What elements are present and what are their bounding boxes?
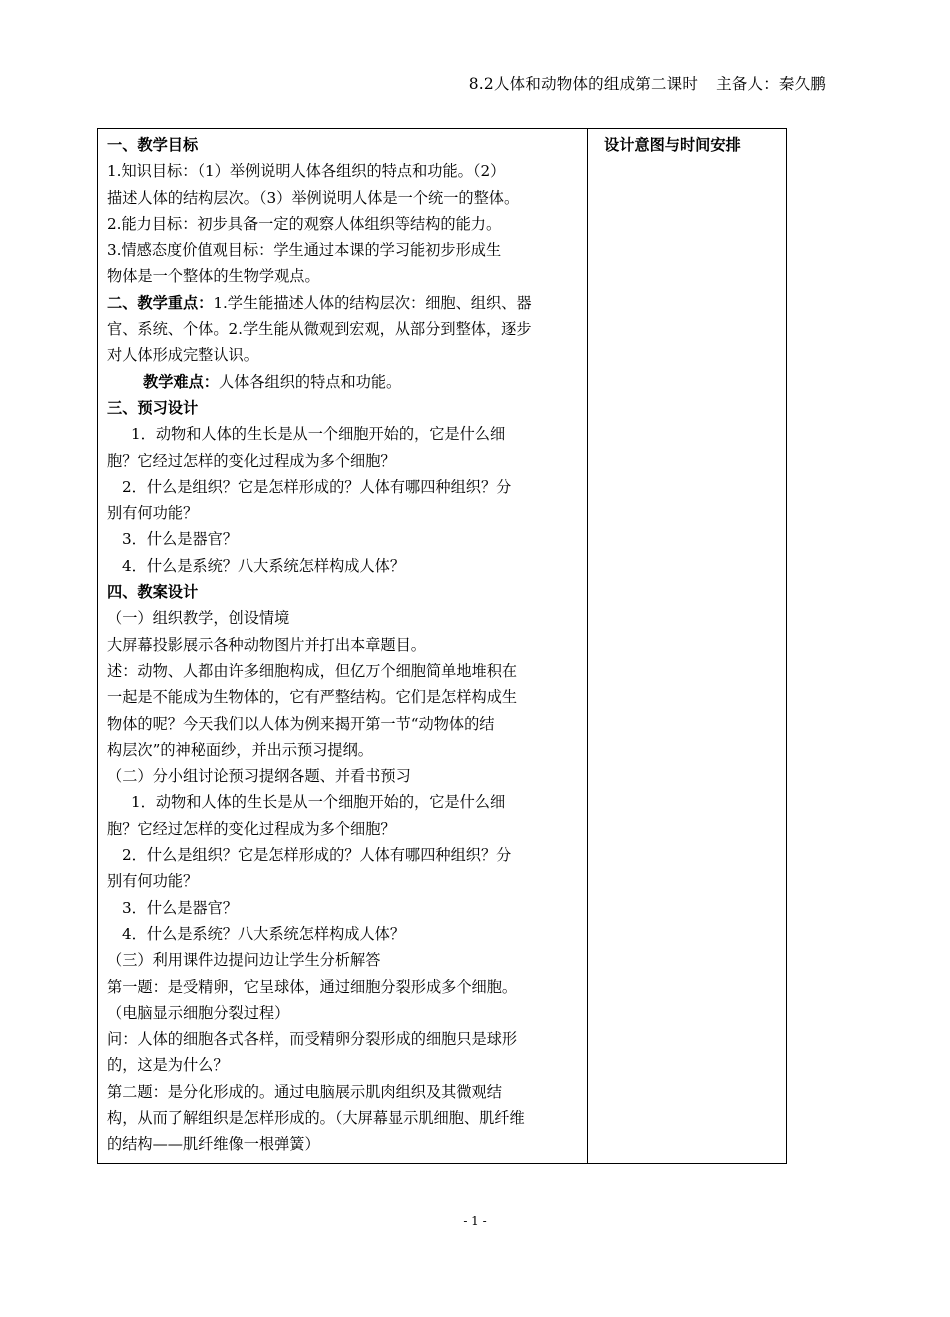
preview-question: 1．动物和人体的生长是从一个细胞开始的，它是什么细 [131,425,506,444]
answer-line: 构，从而了解组织是怎样形成的。（大屏幕显示肌细胞、肌纤维 [107,1108,525,1127]
objective-line: 1.知识目标：（1）举例说明人体各组织的特点和功能。（2） [107,162,506,181]
section-2-heading: 二、教学重点： [107,293,214,312]
part-3-heading: （三）利用课件边提问边让学生分析解答 [107,951,381,970]
author-label: 主备人：秦久鹏 [716,75,826,93]
part-1-heading: （一）组织教学，创设情境 [107,609,290,628]
preview-question: 2．什么是组织？它是怎样形成的？人体有哪四种组织？分 [122,477,512,496]
answer-line: 的结构——肌纤维像一根弹簧） [107,1135,320,1154]
preview-question: 3．什么是器官？ [122,530,238,549]
intro-line: 大屏幕投影展示各种动物图片并打出本章题目。 [107,635,426,654]
part-2-heading: （二）分小组讨论预习提纲各题、并看书预习 [107,767,411,786]
preview-question: 4．什么是系统？八大系统怎样构成人体？ [122,556,406,575]
page-number: - 1 - [463,1214,487,1228]
answer-line: （电脑显示细胞分裂过程） [107,1003,290,1022]
difficulty-line: 教学难点：人体各组织的特点和功能。 [143,372,402,391]
discussion-question: 4．什么是系统？八大系统怎样构成人体？ [122,924,406,943]
answer-line: 第二题：是分化形成的。通过电脑展示肌肉组织及其微观结 [107,1082,502,1101]
lesson-title: 8.2人体和动物体的组成第二课时 [468,75,699,93]
lesson-plan-table [97,128,787,1164]
preview-question: 胞？它经过怎样的变化过程成为多个细胞？ [107,451,396,470]
objective-line: 2.能力目标：初步具备一定的观察人体组织等结构的能力。 [107,214,502,233]
design-intent-title: 设计意图与时间安排 [604,136,741,154]
answer-line: 第一题：是受精卵，它呈球体，通过细胞分裂形成多个细胞。 [107,977,518,996]
intro-line: 构层次”的神秘面纱，并出示预习提纲。 [107,740,373,759]
section-4-heading: 四、教案设计 [107,583,199,602]
lesson-content-cell [98,129,588,1164]
intro-line: 一起是不能成为生物体的，它有严整结构。它们是怎样构成生 [107,688,518,707]
key-points-line: 官、系统、个体。2.学生能从微观到宏观，从部分到整体，逐步 [107,320,532,339]
preview-question: 别有何功能？ [107,504,199,523]
section-1-heading: 一、教学目标 [107,136,199,154]
intro-line: 物体的呢？今天我们以人体为例来揭开第一节“动物体的结 [107,714,495,733]
discussion-question: 1．动物和人体的生长是从一个细胞开始的，它是什么细 [131,793,506,812]
answer-line: 问：人体的细胞各式各样，而受精卵分裂形成的细胞只是球形 [107,1030,518,1049]
section-3-heading: 三、预习设计 [107,398,199,417]
difficulty-label: 教学难点： [143,372,219,391]
answer-line: 的，这是为什么？ [107,1056,229,1075]
intro-line: 述：动物、人都由许多细胞构成，但亿万个细胞简单地堆积在 [107,661,518,680]
page-header [469,72,826,94]
discussion-question: 2．什么是组织？它是怎样形成的？人体有哪四种组织？分 [122,846,512,865]
objective-line: 3.情感态度价值观目标：学生通过本课的学习能初步形成生 [107,241,502,260]
discussion-question: 胞？它经过怎样的变化过程成为多个细胞？ [107,819,396,838]
key-points-line: 对人体形成完整认识。 [107,346,259,365]
objective-line: 描述人体的结构层次。（3）举例说明人体是一个统一的整体。 [107,188,520,207]
key-points-line: 二、教学重点：1.学生能描述人体的结构层次：细胞、组织、器 [107,293,532,312]
discussion-question: 3．什么是器官？ [122,898,238,917]
discussion-question: 别有何功能？ [107,872,199,891]
design-intent-cell [588,129,787,1164]
objective-line: 物体是一个整体的生物学观点。 [107,267,320,286]
